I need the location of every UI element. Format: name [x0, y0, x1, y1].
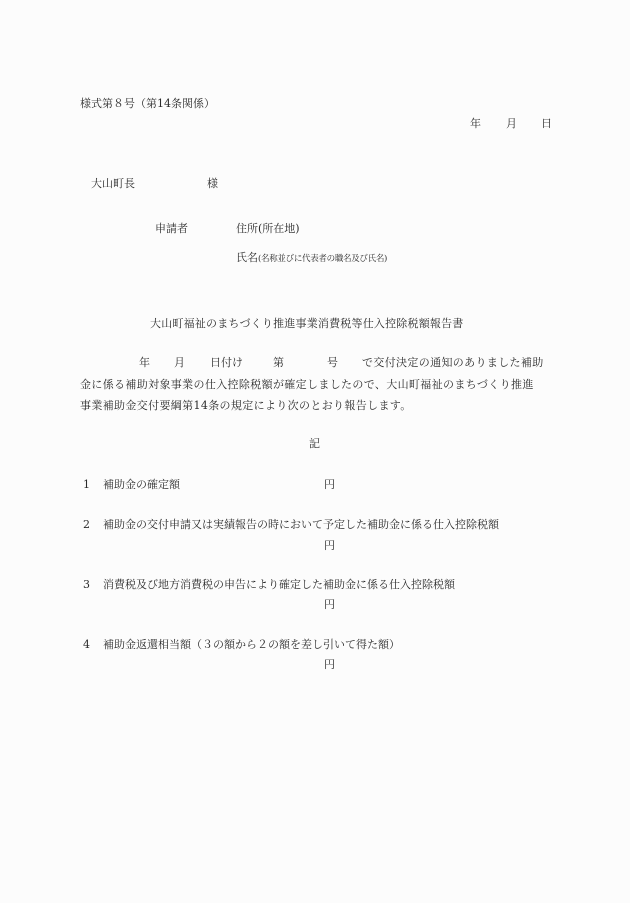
item-unit: 円	[324, 539, 335, 552]
body-year-label: 年	[139, 356, 150, 369]
ki-heading: 記	[309, 437, 320, 450]
body-month-label: 月	[174, 356, 185, 369]
name-field-label	[236, 252, 387, 264]
body-number-suffix: 号	[327, 356, 338, 369]
item-label: 消費税及び地方消費税の申告により確定した補助金に係る仕入控除税額	[103, 578, 455, 591]
body-date-suffix: 日付け	[210, 356, 243, 369]
item-number: 4	[83, 638, 90, 651]
document-title: 大山町福祉のまちづくり推進事業消費税等仕入控除税額報告書	[150, 317, 464, 330]
item-unit: 円	[324, 658, 335, 671]
body-line-2: 金に係る補助対象事業の仕入控除税額が確定しましたので、大山町福祉のまちづくり推進	[80, 378, 534, 391]
body-number-prefix: 第	[273, 356, 284, 369]
name-label: 氏名	[236, 251, 258, 264]
date-day-label: 日	[541, 117, 552, 130]
body-line-3: 事業補助金交付要綱第14条の規定により次のとおり報告します。	[80, 399, 412, 412]
item-label: 補助金返還相当額（３の額から２の額を差し引いて得た額）	[103, 638, 400, 651]
addressee-name: 大山町長	[91, 177, 135, 190]
applicant-label: 申請者	[155, 222, 188, 235]
item-label: 補助金の交付申請又は実績報告の時において予定した補助金に係る仕入控除税額	[103, 518, 499, 531]
item-unit: 円	[324, 598, 335, 611]
name-note: (名称並びに代表者の職名及び氏名)	[258, 254, 388, 264]
item-label: 補助金の確定額	[103, 478, 180, 491]
form-number: 様式第８号（第14条関係）	[80, 97, 215, 110]
date-year-label: 年	[470, 117, 481, 130]
date-month-label: 月	[506, 117, 517, 130]
item-unit: 円	[324, 478, 335, 491]
item-number: 2	[83, 518, 90, 531]
body-line-1-text: で交付決定の通知のありました補助	[362, 356, 544, 369]
addressee-honorific: 様	[207, 177, 218, 190]
item-number: 3	[83, 578, 90, 591]
address-label: 住所(所在地)	[236, 222, 300, 235]
item-number: 1	[83, 478, 90, 491]
